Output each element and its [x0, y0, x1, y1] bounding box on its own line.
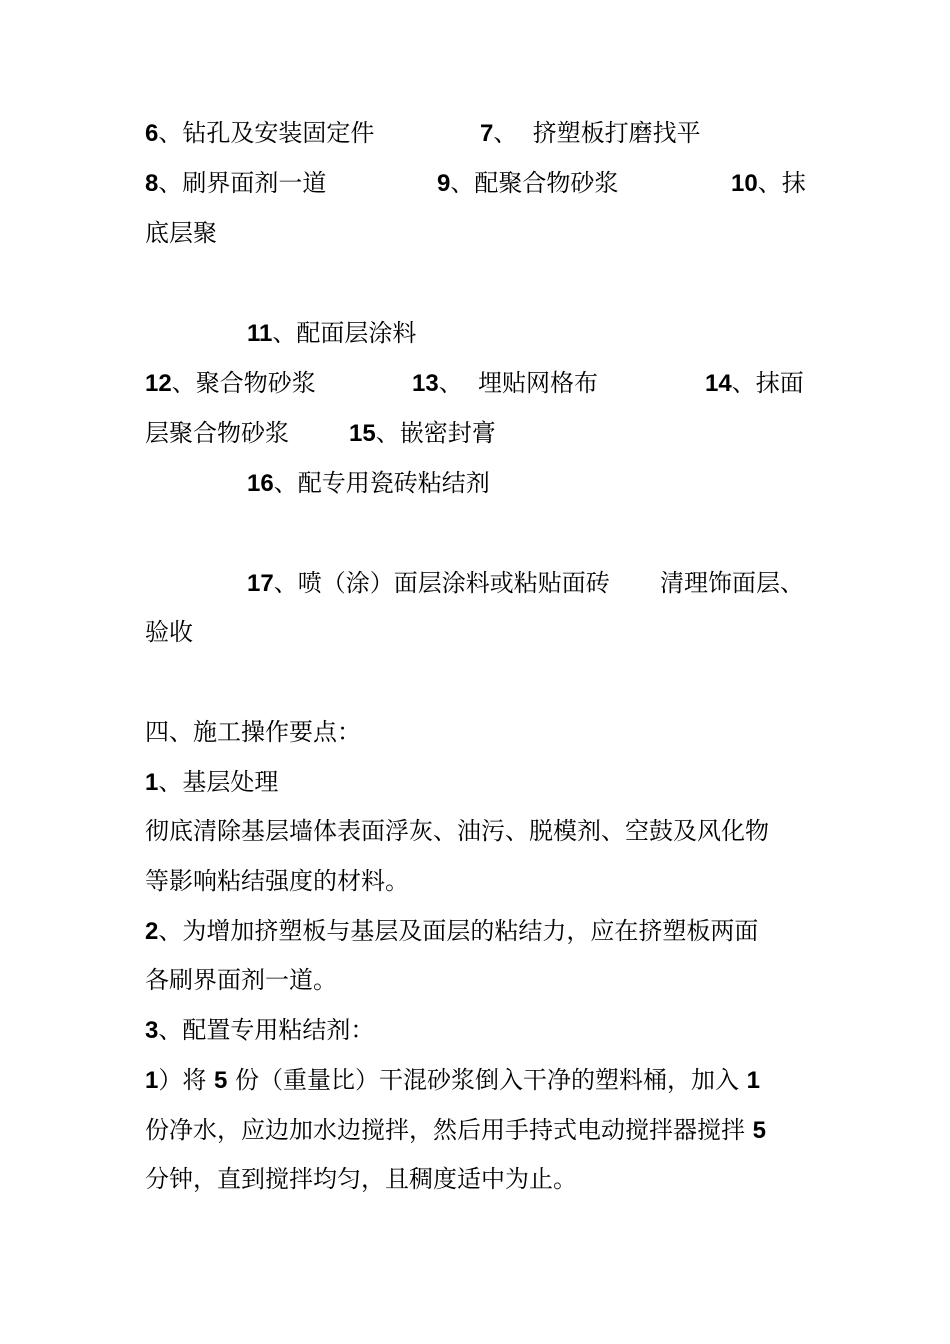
step-text: 层聚合物砂浆 [145, 419, 289, 447]
paragraph-text: 分钟，直到搅拌均匀，且稠度适中为止。 [145, 1165, 577, 1193]
text-line [437, 168, 618, 199]
text-line [731, 168, 806, 199]
text-line [145, 418, 289, 448]
step-number: 1 [145, 1067, 159, 1094]
step-number: 7 [480, 120, 494, 147]
step-number: 8 [145, 170, 159, 197]
step-text: 、配专用瓷砖粘结剂 [273, 469, 490, 497]
step-text: 、配面层涂料 [272, 319, 417, 347]
text-line [412, 368, 598, 399]
text-line [145, 168, 326, 199]
text-line [145, 767, 278, 798]
step-number: 1 [145, 769, 159, 796]
text-line [145, 1015, 374, 1046]
step-text: 、配聚合物砂浆 [450, 169, 619, 197]
paragraph-text: 各刷界面剂一道。 [145, 966, 337, 994]
step-text: 、聚合物砂浆 [171, 369, 316, 397]
step-number: 16 [247, 470, 274, 497]
step-number: 14 [705, 370, 732, 397]
paragraph-text: 等影响粘结强度的材料。 [145, 867, 409, 895]
step-number: 15 [349, 420, 376, 447]
text-line [480, 118, 701, 149]
text-line [705, 368, 804, 399]
step-number: 10 [731, 170, 758, 197]
text-line [145, 617, 193, 647]
paragraph-text: 、配置专用粘结剂： [158, 1016, 375, 1044]
text-line [247, 318, 416, 349]
text-line [145, 118, 374, 149]
step-text: 、刷界面剂一道 [158, 169, 327, 197]
step-number: 13 [412, 370, 439, 397]
step-text: 、抹面 [731, 369, 804, 397]
text-line [145, 965, 337, 995]
text-line [145, 218, 217, 248]
paragraph-text: 份净水，应边加水边搅拌，然后用手持式电动搅拌器搅拌 [145, 1116, 753, 1144]
paragraph-text: 彻底清除基层墙体表面浮灰、油污、脱模剂、空鼓及风化物 [145, 817, 769, 845]
text-line [145, 1115, 766, 1146]
step-number: 17 [247, 570, 274, 597]
text-line [145, 866, 409, 896]
step-text: 、抹 [757, 169, 806, 197]
text-line [349, 418, 496, 449]
text-line [145, 916, 758, 947]
step-number: 12 [145, 370, 172, 397]
inline-number: 1 [746, 1067, 760, 1094]
paragraph-text: ）将 [158, 1066, 214, 1094]
text-line [247, 568, 610, 599]
text-line [247, 468, 490, 499]
step-text: 验收 [145, 618, 193, 646]
section-heading [145, 717, 361, 747]
step-number: 3 [145, 1017, 159, 1044]
step-text: 、 挤塑板打磨找平 [493, 119, 701, 147]
inline-number: 5 [752, 1117, 766, 1144]
step-number: 11 [247, 320, 273, 347]
step-number: 2 [145, 918, 159, 945]
step-text: 、嵌密封膏 [375, 419, 496, 447]
step-text: 、基层处理 [158, 768, 279, 796]
paragraph-text: 、为增加挤塑板与基层及面层的粘结力，应在挤塑板两面 [158, 917, 759, 945]
text-line [660, 568, 804, 598]
text-line [145, 816, 769, 846]
text-line [145, 368, 316, 399]
step-number: 6 [145, 120, 159, 147]
inline-number: 5 [214, 1067, 228, 1094]
step-text: 、钻孔及安装固定件 [158, 119, 375, 147]
step-text: 清理饰面层、 [660, 569, 804, 597]
paragraph-text: 份（重量比）干混砂浆倒入干净的塑料桶，加入 [227, 1066, 747, 1094]
text-line [145, 1164, 577, 1194]
heading-text: 四、施工操作要点： [145, 718, 361, 746]
step-text: 、喷（涂）面层涂料或粘贴面砖 [273, 569, 610, 597]
step-number: 9 [437, 170, 451, 197]
step-text: 底层聚 [145, 219, 217, 247]
text-line [145, 1065, 760, 1096]
step-text: 、 埋贴网格布 [438, 369, 598, 397]
